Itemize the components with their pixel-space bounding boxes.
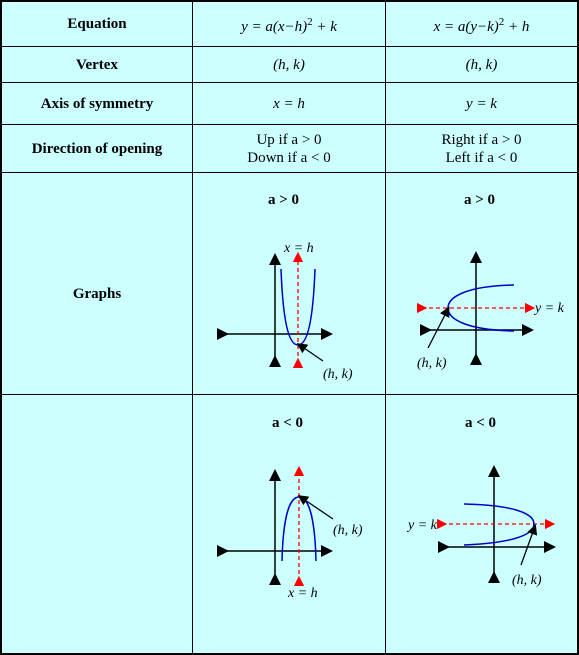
axis-vertical	[193, 83, 385, 124]
equation-horizontal	[386, 2, 577, 46]
graph-up-vertex-label: (h, k)	[323, 367, 353, 382]
graph-left-title-text: a < 0	[465, 415, 497, 431]
graph-right-opening	[386, 173, 577, 394]
equation-vertical-base: y = a(x−h)	[241, 18, 308, 35]
axis-horizontal	[386, 83, 577, 124]
equation-vertical-text	[241, 13, 337, 36]
equation-label	[2, 2, 192, 46]
equation-horizontal-text	[434, 13, 530, 36]
graph-up-title-text: a > 0	[268, 192, 300, 208]
vertex-horizontal-text: (h, k)	[465, 56, 498, 73]
vertex-vertical	[193, 47, 385, 82]
graph-right-vertex-label: (h, k)	[417, 356, 447, 371]
graph-down-title-text: a < 0	[272, 415, 304, 431]
direction-horizontal	[386, 125, 577, 172]
vertex-horizontal	[386, 47, 577, 82]
direction-label	[2, 125, 192, 172]
axis-horizontal-text: y = k	[466, 95, 497, 112]
graph-down-opening	[193, 395, 385, 653]
graph-left-vertex-label: (h, k)	[512, 573, 542, 588]
direction-label-text: Direction of opening	[31, 140, 163, 157]
equation-label-text: Equation	[67, 16, 127, 32]
axis-label-text: Axis of symmetry	[40, 95, 154, 112]
graph-right-title-text: a > 0	[464, 192, 496, 208]
axis-vertical-text: x = h	[273, 95, 305, 112]
vertex-label-text: Vertex	[76, 56, 118, 73]
equation-horizontal-exponent: 2	[498, 15, 505, 28]
direction-vertical-line1: Up if a > 0	[256, 131, 322, 148]
graph-right-axis-label: y = k	[535, 301, 564, 316]
equation-vertical-tail: + k	[312, 18, 337, 35]
graphs-label	[2, 173, 192, 415]
equation-horizontal-base: x = a(y−k)	[433, 18, 499, 35]
axis-label	[2, 83, 192, 124]
graph-up-opening	[193, 173, 385, 394]
equation-horizontal-tail: + h	[504, 18, 530, 35]
graph-down-axis-label: x = h	[288, 586, 318, 601]
direction-vertical-line2: Down if a < 0	[247, 149, 331, 166]
graph-left-opening	[386, 395, 577, 653]
equation-vertical-exponent: 2	[307, 15, 313, 28]
graph-up-axis-label: x = h	[284, 241, 314, 256]
equation-vertical	[193, 2, 385, 46]
graphs-label-text: Graphs	[72, 286, 122, 302]
vertex-label	[2, 47, 192, 82]
vertex-vertical-text: (h, k)	[273, 56, 305, 73]
direction-horizontal-line2: Left if a < 0	[445, 149, 518, 166]
graph-up-vertex-pointer	[301, 346, 323, 361]
graph-down-vertex-pointer	[302, 498, 333, 519]
direction-vertical	[193, 125, 385, 172]
graph-left-axis-label: y = k	[408, 518, 437, 533]
graph-down-vertex-label: (h, k)	[333, 523, 363, 538]
direction-horizontal-line1: Right if a > 0	[441, 131, 522, 148]
